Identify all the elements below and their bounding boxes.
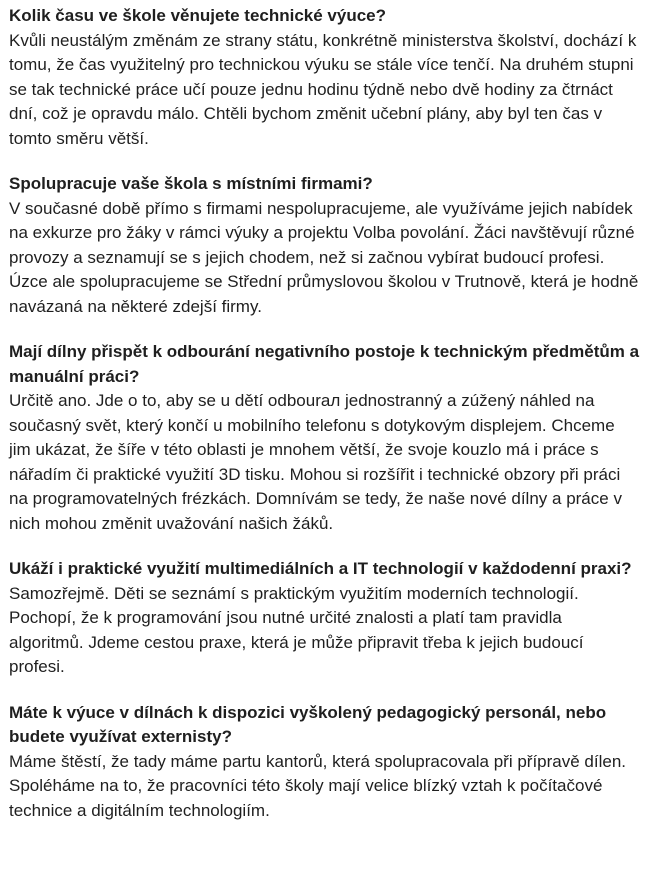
qa-block-multimedia-it xyxy=(9,557,640,680)
qa-block-teaching-time xyxy=(9,4,640,151)
answer-paragraph: V současné době přímo s firmami nespolupracujeme, ale využíváme jejich nabídek na exkurze pro žáky v rámci výuky a projektu Volba povolání. Žáci navštěvují různé provozy a seznamují se s jejich chodem, než si začnou vybírat budoucí profesi. Úzce ale spolupracujeme se Střední průmyslovou školou v Trutnově, která je hodně navázaná na některé zdejší firmy. xyxy=(9,198,639,316)
question-heading: Máte k výuce v dílnách k dispozici vyškolený pedagogický personál, nebo budete využívat externisty? xyxy=(9,702,607,746)
question-heading: Ukáží i praktické využití multimediálních a IT technologií v každodenní praxi? xyxy=(9,559,632,578)
qa-block-workshops-attitude xyxy=(9,340,640,536)
answer-paragraph: Máme štěstí, že tady máme partu kantorů, která spolupracovala při přípravě dílen. Spoléháme na to, že pracovníci této školy mají velice blízký vztah k počítačové technice a digitálním technologiím. xyxy=(9,751,627,820)
question-heading: Mají dílny přispět k odbourání negativního postoje k technickým předmětům a manuální práci? xyxy=(9,342,640,386)
qa-block-local-firms xyxy=(9,172,640,319)
answer-paragraph: Samozřejmě. Děti se seznámí s praktickým využitím moderních technologií. Pochopí, že k programování jsou nutné určité znalosti a platí tam pravidla algoritmů. Jdeme cestou praxe, která je může připravit třeba k jejich budoucí profesi. xyxy=(9,583,584,676)
answer-paragraph: Určitě ano. Jde o to, aby se u dětí odbourал jednostranný a zúžený náhled na současný svět, který končí u mobilního telefonu s dotykovým displejem. Chceme jim ukázat, že šíře v této oblasti je mnohem větší, že svoje kouzlo má i práce s nářadím či praktické využití 3D tisku. Mohou si rozšířit i technické obzory při práci na programovatelných frézkách. Domnívám se tedy, že naše nové dílny a práce v nich mohou změnit uvažování našich žáků. xyxy=(9,391,622,533)
question-heading: Spolupracuje vaše škola s místními firmami? xyxy=(9,174,373,193)
answer-paragraph: Kvůli neustálým změnám ze strany státu, konkrétně ministerstva školství, dochází k tomu, že čas využitelný pro technickou výuku se stále více tenčí. Na druhém stupni se tak technické práce učí pouze jednu hodinu týdně nebo dvě hodiny za čtrnáct dní, což je opravdu málo. Chtěli bychom změnit učební plány, aby byl ten čas v tomto směru větší. xyxy=(9,30,637,148)
qa-block-staff xyxy=(9,701,640,824)
question-heading: Kolik času ve škole věnujete technické výuce? xyxy=(9,6,387,25)
